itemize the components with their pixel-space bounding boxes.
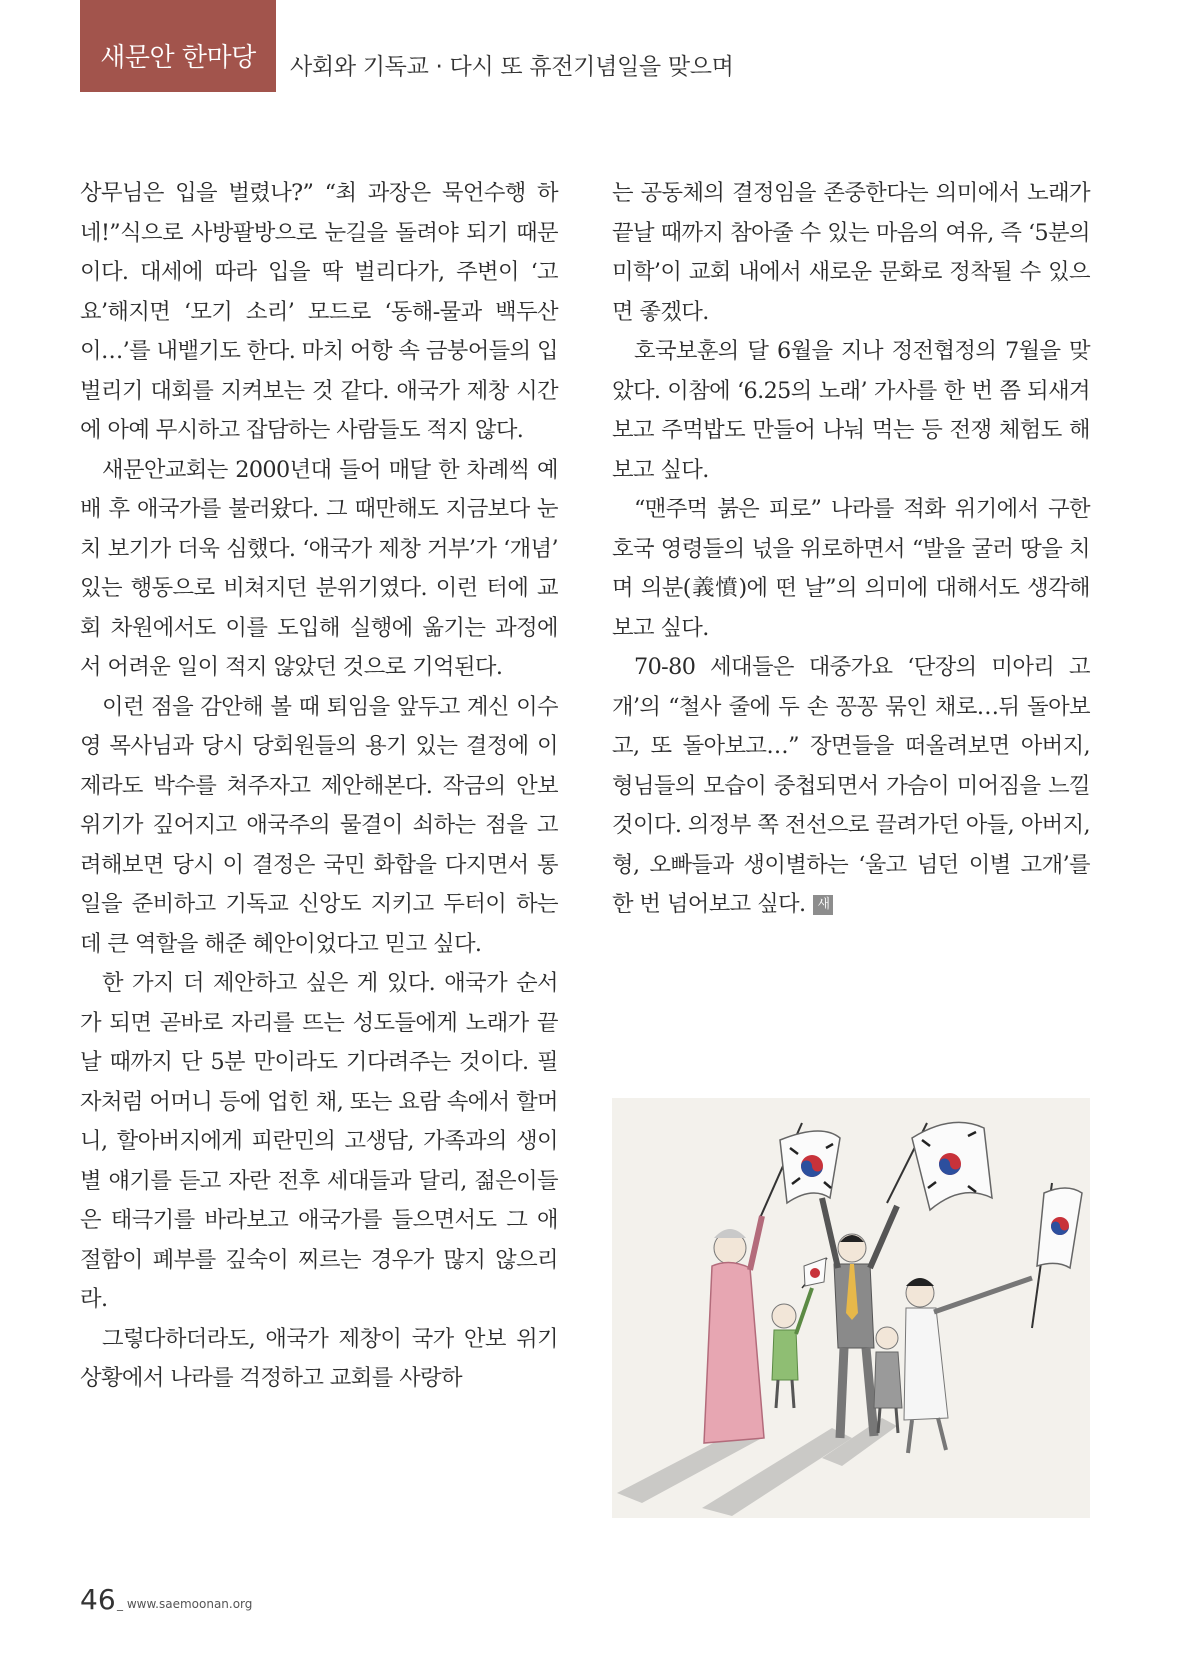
paragraph-text: 70-80 세대들은 대중가요 ‘단장의 미아리 고개’의 “철사 줄에 두 손 꽁꽁 묶인 채로…뒤 돌아보고, 또 돌아보고…” 장면들을 떠올려보면 아버지, 형님들의 모습이 중첩되면서 가슴이 미어짐을 느낄 것이다. 의정부 쪽 전선으로 끌려가던 아들, 아버지, 형, 오빠들과 생이별하는 ‘울고 넘던 이별 고개’를 한 번 넘어보고 싶다.	[612, 654, 1090, 917]
mother-figure	[904, 1278, 1032, 1453]
paragraph: 이런 점을 감안해 볼 때 퇴임을 앞두고 계신 이수영 목사님과 당시 당회원들의 용기 있는 결정에 이제라도 박수를 쳐주자고 제안해본다. 작금의 안보 위기가 깊어지고 애국주의 물결이 쇠하는 점을 고려해보면 당시 이 결정은 국민 화합을 다지면서 통일을 준비하고 기독교 신앙도 지키고 두터이 하는데 큰 역할을 해준 혜안이었다고 믿고 싶다.	[80, 693, 558, 957]
page-number: 46	[80, 1583, 116, 1616]
paragraph: 한 가지 더 제안하고 싶은 게 있다. 애국가 순서가 되면 곧바로 자리를 뜨는 성도들에게 노래가 끝날 때까지 단 5분 만이라도 기다려주는 것이다. 필자처럼 어머니 등에 업힌 채, 또는 요람 속에서 할머니, 할아버지에게 피란민의 고생담, 가족과의 생이별 얘기를 듣고 자란 전후 세대들과 달리, 젊은이들은 태극기를 바라보고 애국가를 들으면서도 그 애절함이 폐부를 깊숙이 찌르는 경우가 많지 않으리라.	[80, 970, 558, 1312]
article-subtitle: 사회와 기독교 · 다시 또 휴전기념일을 맞으며	[290, 54, 734, 80]
flag-small	[802, 1258, 827, 1288]
end-mark-icon: 새	[813, 895, 833, 915]
paragraph: “맨주먹 붉은 피로” 나라를 적화 위기에서 구한 호국 영령들의 넋을 위로하면서 “발을 굴러 땅을 치며 의분(義憤)에 떤 날”의 의미에 대해서도 생각해보고 싶다.	[612, 496, 1090, 641]
child-grey-figure	[874, 1327, 902, 1433]
family-flags-illustration	[612, 1098, 1090, 1518]
flag-center	[887, 1122, 992, 1210]
paragraph	[612, 648, 1090, 925]
right-text-column	[612, 174, 1090, 925]
child-green-figure	[772, 1288, 812, 1408]
grandmother-figure	[704, 1216, 764, 1443]
paragraph: 호국보훈의 달 6월을 지나 정전협정의 7월을 맞았다. 이참에 ‘6.25의 노래’ 가사를 한 번 쯤 되새겨보고 주먹밥도 만들어 나눠 먹는 등 전쟁 체험도 해보고 싶다.	[612, 338, 1090, 483]
illustration-drawing	[612, 1098, 1090, 1518]
flag-left	[760, 1123, 840, 1218]
paragraph: 상무님은 입을 벌렸나?” “최 과장은 묵언수행 하네!”식으로 사방팔방으로 눈길을 돌려야 되기 때문이다. 대세에 따라 입을 딱 벌리다가, 주변이 ‘고요’해지면 ‘모기 소리’ 모드로 ‘동해-물과 백두산이…’를 내뱉기도 한다. 마치 어항 속 금붕어들의 입 벌리기 대회를 지켜보는 것 같다. 애국가 제창 시간에 아예 무시하고 잡담하는 사람들도 적지 않다.	[80, 180, 558, 443]
section-tag: 새문안 한마당	[80, 0, 276, 92]
paragraph: 는 공동체의 결정임을 존중한다는 의미에서 노래가 끝날 때까지 참아줄 수 있는 마음의 여유, 즉 ‘5분의 미학’이 교회 내에서 새로운 문화로 정착될 수 있으면 좋겠다.	[612, 180, 1090, 325]
flag-right	[1032, 1183, 1082, 1328]
left-text-column	[80, 174, 558, 1399]
website-url: _ www.saemoonan.org	[117, 1597, 253, 1611]
paragraph: 새문안교회는 2000년대 들어 매달 한 차례씩 예배 후 애국가를 불러왔다. 그 때만해도 지금보다 눈치 보기가 더욱 심했다. ‘애국가 제창 거부’가 ‘개념’ 있는 행동으로 비쳐지던 분위기였다. 이런 터에 교회 차원에서도 이를 도입해 실행에 옮기는 과정에서 어려운 일이 적지 않았던 것으로 기억된다.	[80, 456, 558, 680]
paragraph: 그렇다하더라도, 애국가 제창이 국가 안보 위기 상황에서 나라를 걱정하고 교회를 사랑하	[80, 1325, 558, 1391]
